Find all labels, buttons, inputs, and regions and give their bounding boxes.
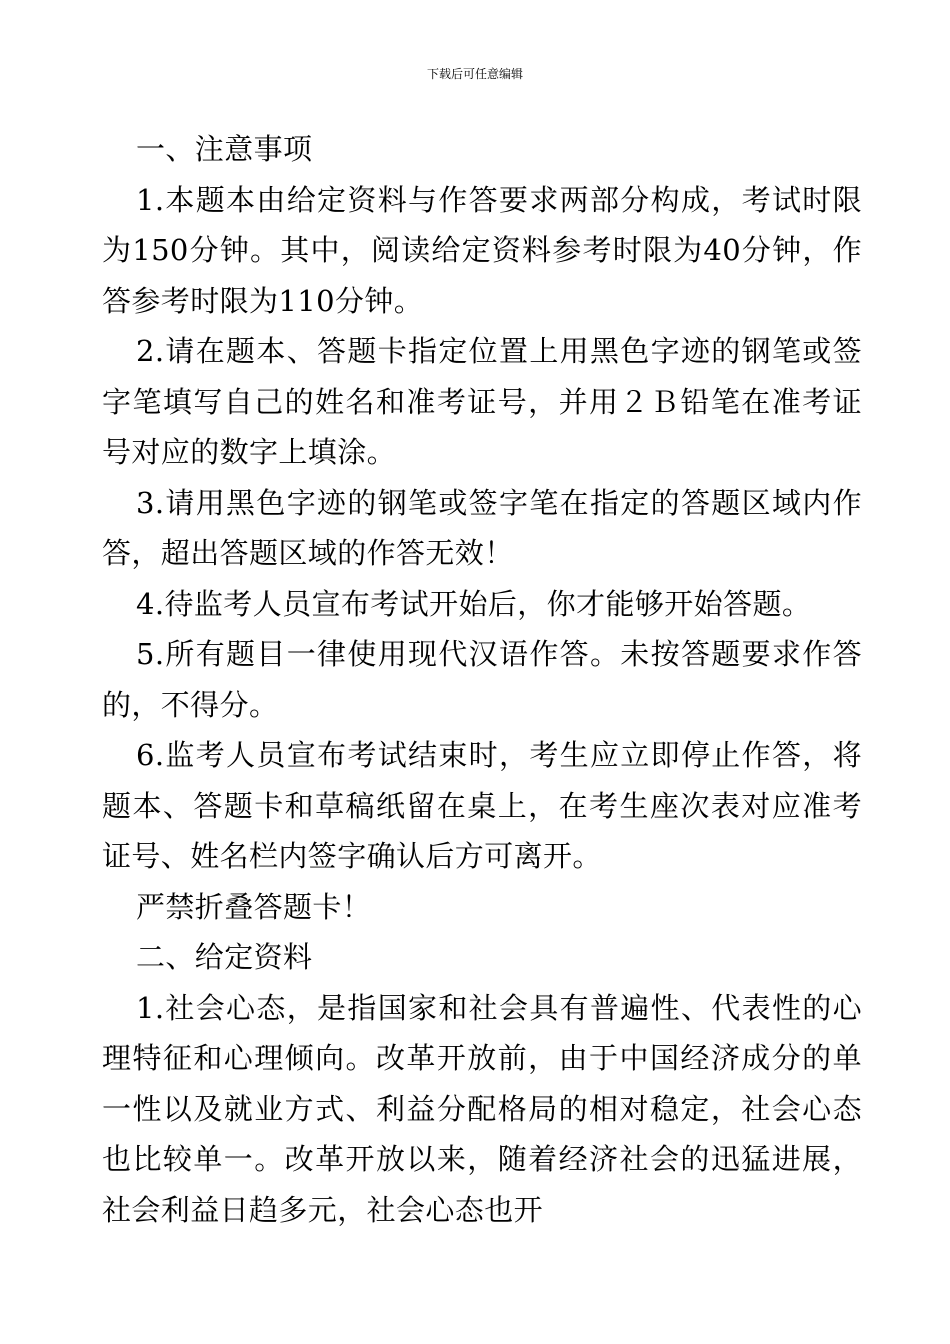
section-heading-notes: 一、注意事项 — [136, 132, 313, 166]
material-paragraph-1: 1.社会心态，是指国家和社会具有普遍性、代表性的心理特征和心理倾向。改革开放前，由于中国经济成分的单一性以及就业方式、利益分配格局的相对稳定，社会心态也比较单一。改革开放以来，随着经济社会的迅猛进展，社会利益日趋多元，社会心态也开 — [102, 990, 862, 1227]
section-heading-materials: 二、给定资料 — [136, 940, 313, 974]
notice-item-2: 2.请在题本、答题卡指定位置上用黑色字迹的钢笔或签字笔填写自己的姓名和准考证号，并用２Ｂ铅笔在准考证号对应的数字上填涂。 — [102, 334, 862, 469]
notice-item-1: 1.本题本由给定资料与作答要求两部分构成，考试时限为150分钟。其中，阅读给定资料参考时限为40分钟，作答参考时限为110分钟。 — [102, 182, 862, 318]
header-note: 下载后可任意编辑 — [426, 67, 523, 81]
notice-item-5: 5.所有题目一律使用现代汉语作答。未按答题要求作答的，不得分。 — [102, 637, 862, 722]
document-body — [102, 124, 862, 1235]
warning-no-folding: 严禁折叠答题卡！ — [136, 889, 372, 924]
notice-item-4: 4.待监考人员宣布考试开始后，你才能够开始答题。 — [136, 586, 812, 621]
notice-item-6: 6.监考人员宣布考试结束时，考生应立即停止作答，将题本、答题卡和草稿纸留在桌上，在考生座次表对应准考证号、姓名栏内签字确认后方可离开。 — [102, 738, 862, 873]
notice-item-3: 3.请用黑色字迹的钢笔或签字笔在指定的答题区域内作答，超出答题区域的作答无效！ — [102, 485, 862, 570]
